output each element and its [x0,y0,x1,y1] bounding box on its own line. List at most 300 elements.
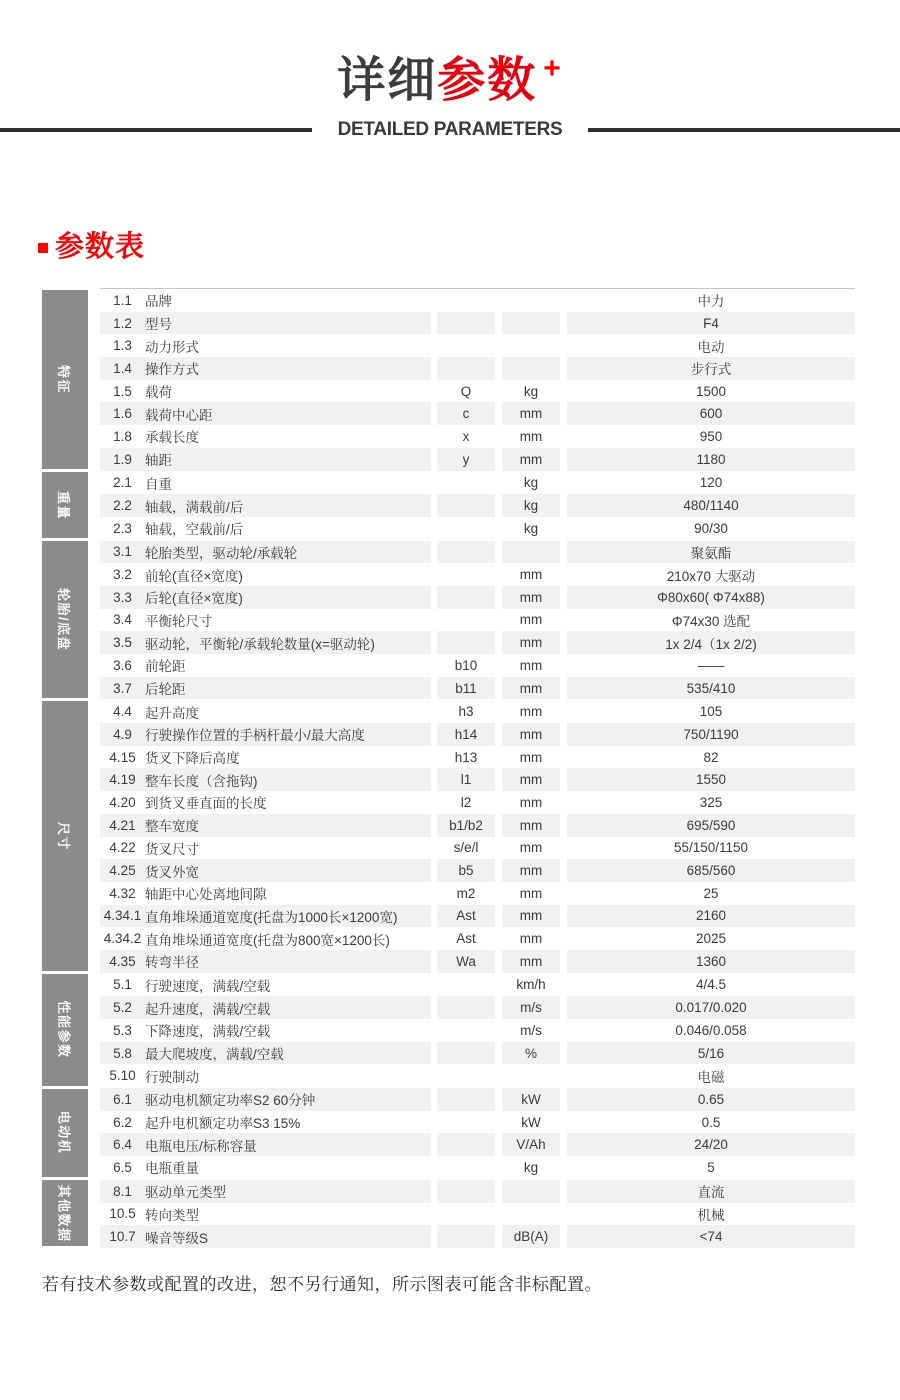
column-gap [560,631,567,654]
column-gap [495,1180,502,1203]
table-row [100,1156,855,1179]
param-cell [100,357,431,380]
param-name: 后轮(直径×宽度) [145,591,243,607]
value-cell: 82 [703,749,719,765]
column-gap [495,357,502,380]
table-row [100,1133,855,1156]
column-gap [560,1111,567,1134]
param-cell [100,586,431,609]
row-number: 4.34.1 [103,908,142,924]
table-row [100,700,855,723]
param-cell [100,768,431,791]
column-gap [560,882,567,905]
unit-cell [502,357,560,380]
table-row [100,1064,855,1087]
table-row [100,1088,855,1111]
group-rows [100,699,855,972]
column-gap [560,837,567,860]
group-sidebar-label-block [42,1180,88,1246]
value-cell: 0.046/0.058 [675,1022,747,1038]
column-gap [495,768,502,791]
row-number: 6.4 [113,1137,132,1153]
symbol-cell: Wa [437,950,495,973]
row-number: 2.1 [113,475,132,491]
param-cell [100,654,431,677]
row-number: 5.3 [113,1022,132,1038]
value-cell: 2025 [695,931,727,947]
symbol-cell: b11 [437,677,495,700]
table-top-border [100,288,855,289]
column-gap [560,791,567,814]
group-label: 尺寸 [56,821,72,851]
table-row [100,1180,855,1203]
unit-cell: mm [502,859,560,882]
unit-cell: mm [502,950,560,973]
table-row [100,905,855,928]
param-name: 动力形式 [145,339,199,355]
param-cell [100,494,431,517]
section-title: 参数表 [55,231,146,263]
row-number: 3.2 [113,567,132,583]
plus-icon: + [543,52,563,85]
table-row [100,1019,855,1042]
value-cell: 机械 [697,1207,725,1223]
symbol-cell [437,517,495,540]
table-row [100,448,855,471]
column-gap [560,746,567,769]
symbol-cell [437,631,495,654]
unit-cell: mm [502,768,560,791]
param-cell [100,1203,431,1226]
param-name: 轴距中心处离地间隙 [145,887,267,903]
symbol-cell [437,996,495,1019]
param-name: 起升高度 [145,705,199,721]
table-row [100,563,855,586]
symbol-cell [437,357,495,380]
symbol-cell [437,1156,495,1179]
column-gap [560,380,567,403]
value-cell: 电动 [697,339,725,355]
table-row [100,927,855,950]
unit-cell [502,334,560,357]
param-name: 操作方式 [145,362,199,378]
column-gap [495,1203,502,1226]
column-gap [495,425,502,448]
unit-cell: mm [502,905,560,928]
value-cell: 55/150/1150 [673,840,749,856]
column-gap [495,950,502,973]
param-cell [100,996,431,1019]
param-name: 轮胎类型，驱动轮/承载轮 [145,545,298,561]
symbol-cell: Q [460,383,472,399]
group-label: 电动机 [56,1111,72,1155]
column-gap [560,1156,567,1179]
column-gap [495,380,502,403]
row-number: 1.9 [113,451,132,467]
param-cell [100,1225,431,1248]
row-number: 5.10 [109,1068,136,1084]
symbol-cell [437,1180,495,1203]
column-gap [560,905,567,928]
row-number: 3.7 [113,680,132,696]
group-label: 特征 [56,364,72,394]
symbol-cell: Ast [456,931,476,947]
symbol-cell [437,1203,495,1226]
table-group-重量 [42,471,855,540]
table-row [100,494,855,517]
param-name: 行驶操作位置的手柄杆最小/最大高度 [145,728,365,744]
column-gap [560,927,567,950]
group-rows [100,471,855,540]
param-cell [100,563,431,586]
row-number: 3.5 [113,635,132,651]
param-name: 前轮距 [145,659,186,675]
column-gap [495,609,502,632]
value-cell: 24/20 [567,1133,855,1156]
column-gap [560,1180,567,1203]
param-cell [100,791,431,814]
param-name: 到货叉垂直面的长度 [145,796,267,812]
page-subtitle: DETAILED PARAMETERS [337,119,563,140]
column-gap [495,927,502,950]
param-name: 货叉外宽 [145,864,199,880]
symbol-cell [437,1042,495,1065]
param-cell [100,746,431,769]
value-cell: 695/590 [567,814,855,837]
disclaimer-note: 若有技术参数或配置的改进，恕不另行通知，所示图表可能含非标配置。 [42,1275,602,1294]
symbol-cell [437,1111,495,1134]
column-gap [495,996,502,1019]
table-row [100,586,855,609]
unit-cell: kg [523,383,539,399]
title-part-red: 参数 [437,54,538,107]
row-number: 10.5 [109,1206,136,1222]
param-name: 型号 [145,317,172,333]
param-name: 品牌 [145,294,172,310]
column-gap [495,402,502,425]
table-group-其他数据 [42,1179,855,1248]
column-gap [495,905,502,928]
table-row [100,837,855,860]
row-number: 3.3 [113,589,132,605]
column-gap [495,1088,502,1111]
value-cell: —— [697,657,725,673]
param-name: 轴载，空载前/后 [145,522,244,538]
param-name: 整车宽度 [145,819,199,835]
table-row [100,950,855,973]
param-cell [100,517,431,540]
symbol-cell [437,312,495,335]
unit-cell [502,289,560,312]
table-row [100,609,855,632]
param-cell [100,927,431,950]
param-name: 起升速度，满载/空载 [145,1001,271,1017]
symbol-cell [437,609,495,632]
column-gap [495,1111,502,1134]
red-square-bullet-icon [38,243,48,253]
symbol-cell: b10 [454,657,478,673]
symbol-cell [437,494,495,517]
title-part-black: 详细 [337,54,438,107]
row-number: 8.1 [113,1183,132,1199]
column-gap [560,1133,567,1156]
symbol-cell: l1 [437,768,495,791]
table-row [100,859,855,882]
row-number: 4.15 [109,749,136,765]
table-row [100,517,855,540]
table-row [100,768,855,791]
column-gap [495,677,502,700]
row-number: 1.1 [113,292,132,308]
column-gap [560,472,567,495]
table-row [100,882,855,905]
param-name: 直角堆垛通道宽度(托盘为1000长×1200宽) [145,909,398,925]
row-number: 4.9 [113,726,132,742]
param-name: 整车长度（含拖钩) [145,773,258,789]
unit-cell [502,541,560,564]
param-name: 行驶速度，满载/空载 [145,978,271,994]
unit-cell: kW [502,1088,560,1111]
unit-cell: m/s [520,1022,542,1038]
value-cell: 0.017/0.020 [567,996,855,1019]
column-gap [560,1088,567,1111]
unit-cell: mm [502,631,560,654]
symbol-cell [437,472,495,495]
group-label: 其他数据 [56,1184,72,1243]
symbol-cell [437,541,495,564]
param-name: 电瓶重量 [145,1161,199,1177]
unit-cell: % [502,1042,560,1065]
param-cell [100,448,431,471]
value-cell: 电磁 [697,1069,725,1085]
unit-cell: mm [502,814,560,837]
unit-cell: kg [523,475,539,491]
table-row [100,357,855,380]
row-number: 4.22 [109,840,136,856]
row-number: 4.4 [113,704,132,720]
table-row [100,814,855,837]
column-gap [495,1133,502,1156]
symbol-cell [437,1064,495,1087]
column-gap [495,472,502,495]
param-cell [100,1042,431,1065]
table-row [100,1111,855,1134]
column-gap [560,494,567,517]
param-cell [100,837,431,860]
column-gap [560,677,567,700]
group-sidebar-label-block [42,1089,88,1178]
symbol-cell: b1/b2 [437,814,495,837]
symbol-cell: h13 [454,749,478,765]
param-cell [100,289,431,312]
table-row [100,791,855,814]
row-number: 3.6 [113,657,132,673]
value-cell: 25 [703,885,719,901]
column-gap [495,859,502,882]
group-rows [100,540,855,700]
column-gap [495,814,502,837]
table-group-轮胎/底盘 [42,540,855,700]
param-name: 噪音等级S [145,1230,209,1246]
symbol-cell: y [437,448,495,471]
symbol-cell: s/e/l [453,840,479,856]
param-name: 货叉下降后高度 [145,751,240,767]
column-gap [560,312,567,335]
param-cell [100,472,431,495]
symbol-cell [437,586,495,609]
column-gap [560,563,567,586]
unit-cell [502,1203,560,1226]
value-cell: F4 [567,312,855,335]
group-sidebar-label-block [42,290,88,470]
value-cell: 聚氨酯 [567,541,855,564]
table-row [100,425,855,448]
unit-cell: mm [519,567,543,583]
table-row [100,334,855,357]
column-gap [560,402,567,425]
unit-cell: kW [521,1114,541,1130]
column-gap [495,312,502,335]
column-gap [560,425,567,448]
value-cell: Φ80x60( Φ74x88) [567,586,855,609]
column-gap [560,768,567,791]
value-cell: <74 [567,1225,855,1248]
param-cell [100,1156,431,1179]
param-name: 直角堆垛通道宽度(托盘为800宽×1200长) [145,932,390,948]
column-gap [560,334,567,357]
column-gap [560,609,567,632]
group-rows [100,288,855,471]
param-cell [100,882,431,905]
row-number: 1.8 [113,428,132,444]
spec-table [42,288,855,1248]
param-cell [100,723,431,746]
param-name: 后轮距 [145,682,186,698]
param-cell [100,950,431,973]
symbol-cell: h14 [437,723,495,746]
column-gap [560,357,567,380]
page-header [0,52,900,108]
param-cell [100,631,431,654]
row-number: 4.25 [109,863,136,879]
row-number: 4.21 [109,817,136,833]
row-number: 1.6 [113,406,132,422]
row-number: 6.2 [113,1114,132,1130]
unit-cell: mm [519,657,543,673]
row-number: 1.3 [113,338,132,354]
param-name: 载荷中心距 [145,407,213,423]
value-cell: 90/30 [694,520,728,536]
column-gap [560,1064,567,1087]
symbol-cell [437,1225,495,1248]
value-cell: 535/410 [567,677,855,700]
value-cell: 325 [699,794,723,810]
column-gap [560,586,567,609]
value-cell: 120 [699,475,723,491]
value-cell: Φ74x30 选配 [671,613,751,629]
param-cell [100,859,431,882]
value-cell: 105 [699,704,723,720]
param-name: 最大爬坡度，满载/空载 [145,1047,284,1063]
param-name: 驱动电机额定功率S2 60分钟 [145,1093,316,1109]
value-cell: 685/560 [567,859,855,882]
value-cell: 2160 [567,905,855,928]
column-gap [560,859,567,882]
table-row [100,541,855,564]
unit-cell: km/h [516,977,546,993]
param-cell [100,380,431,403]
unit-cell: kg [502,494,560,517]
symbol-cell [437,1133,495,1156]
group-label: 轮胎/底盘 [56,587,72,652]
row-number: 6.1 [113,1091,132,1107]
param-name: 自重 [145,476,172,492]
value-cell: 0.5 [701,1114,721,1130]
param-name: 转向类型 [145,1207,199,1223]
param-cell [100,1019,431,1042]
row-number: 4.19 [109,772,136,788]
column-gap [560,700,567,723]
value-cell: 4/4.5 [695,977,727,993]
column-gap [560,289,567,312]
group-label: 性能参数 [56,1000,72,1059]
table-group-特征 [42,288,855,471]
symbol-cell: m2 [456,885,476,901]
table-group-电动机 [42,1087,855,1179]
param-cell [100,1180,431,1203]
row-number: 4.32 [109,885,136,901]
row-number: 3.1 [113,544,132,560]
symbol-cell: h3 [458,704,474,720]
symbol-cell [437,1019,495,1042]
column-gap [560,517,567,540]
row-number: 3.4 [113,612,132,628]
param-cell [100,1088,431,1111]
param-cell [100,1064,431,1087]
row-number: 10.7 [109,1229,136,1245]
column-gap [495,631,502,654]
param-cell [100,1111,431,1134]
group-sidebar-label-block [42,701,88,971]
table-row [100,723,855,746]
column-gap [495,1042,502,1065]
symbol-cell [437,334,495,357]
unit-cell: kg [523,520,539,536]
param-cell [100,814,431,837]
column-gap [495,494,502,517]
symbol-cell [437,563,495,586]
value-cell: 950 [699,428,723,444]
param-name: 平衡轮尺寸 [145,613,213,629]
column-gap [495,723,502,746]
row-number: 1.2 [113,315,132,331]
row-number: 4.20 [109,794,136,810]
param-name: 轴距 [145,453,172,469]
param-cell [100,334,431,357]
group-rows [100,1179,855,1248]
column-gap [495,654,502,677]
unit-cell: dB(A) [502,1225,560,1248]
table-group-性能参数 [42,973,855,1087]
table-row [100,631,855,654]
section-heading [38,224,145,265]
column-gap [560,974,567,997]
symbol-cell: Ast [437,905,495,928]
column-gap [560,723,567,746]
param-name: 驱动单元类型 [145,1185,226,1201]
group-sidebar-label-block [42,974,88,1085]
unit-cell: mm [502,677,560,700]
